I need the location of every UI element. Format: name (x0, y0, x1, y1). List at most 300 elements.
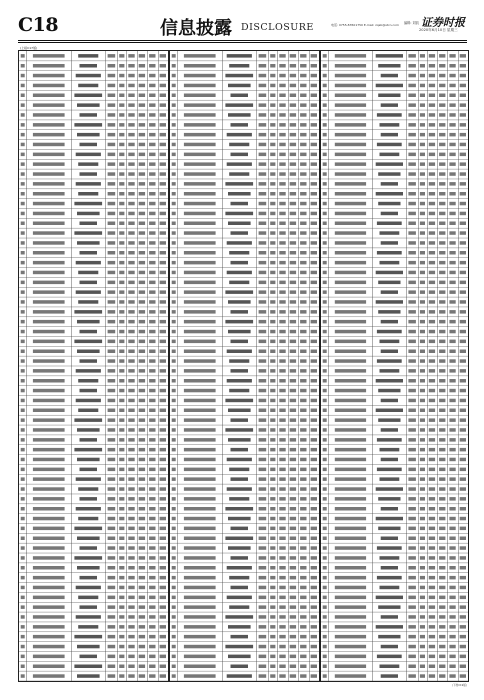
cell-text (33, 281, 65, 285)
cell-text (290, 625, 296, 629)
cell-text (460, 231, 466, 235)
cell-text (300, 546, 306, 550)
cell-text (311, 192, 317, 196)
cell-text (300, 635, 306, 639)
cell-text (149, 359, 155, 363)
cell-text (420, 162, 425, 166)
cell-text (108, 359, 116, 363)
cell-text (335, 241, 366, 245)
cell-text (439, 192, 445, 196)
cell-text (80, 330, 98, 334)
cell-text (408, 468, 416, 472)
cell-text (74, 340, 102, 344)
cell-text (279, 241, 285, 245)
cell-text (408, 537, 416, 541)
cell-text (323, 281, 327, 285)
cell-text (270, 615, 275, 619)
cell-text (128, 674, 134, 678)
cell-text (259, 202, 267, 206)
cell-text (172, 133, 176, 137)
cell-text (311, 556, 317, 560)
cell-text (420, 261, 425, 265)
cell-text (33, 527, 65, 531)
cell-text (80, 281, 98, 285)
cell-text (74, 123, 102, 127)
cell-text (160, 556, 166, 560)
cell-text (33, 359, 65, 363)
cell-text (439, 399, 445, 403)
cell-text (420, 153, 425, 157)
cell-text (323, 596, 327, 600)
cell-text (311, 310, 317, 314)
cell-text (21, 94, 25, 98)
cell-text (172, 369, 176, 373)
cell-text (300, 379, 306, 383)
cell-text (259, 212, 267, 216)
cell-text (119, 674, 124, 678)
cell-text (119, 655, 124, 659)
cell-text (21, 231, 25, 235)
cell-text (290, 251, 296, 255)
cell-text (290, 674, 296, 678)
cell-text (78, 162, 98, 166)
cell-text (408, 379, 416, 383)
cell-text (449, 635, 455, 639)
cell-text (449, 537, 455, 541)
cell-text (420, 330, 425, 334)
cell-text (279, 674, 285, 678)
cell-text (139, 222, 145, 226)
cell-text (184, 290, 216, 294)
cell-text (311, 300, 317, 304)
cell-text (335, 428, 366, 432)
cell-text (420, 458, 425, 462)
cell-text (311, 605, 317, 609)
cell-text (439, 222, 445, 226)
cell-text (279, 448, 285, 452)
cell-text (76, 369, 101, 373)
cell-text (335, 546, 366, 550)
cell-text (290, 74, 296, 78)
cell-text (172, 182, 176, 186)
cell-text (429, 596, 435, 600)
cell-text (420, 477, 425, 481)
cell-text (290, 222, 296, 226)
cell-text (323, 251, 327, 255)
cell-text (160, 546, 166, 550)
cell-text (33, 231, 65, 235)
cell-text (460, 202, 466, 206)
cell-text (228, 655, 251, 659)
cell-text (78, 517, 98, 521)
cell-text (449, 448, 455, 452)
cell-text (408, 74, 416, 78)
cell-text (184, 340, 216, 344)
cell-text (381, 212, 398, 216)
cell-text (108, 143, 116, 147)
cell-text (270, 231, 275, 235)
cell-text (300, 389, 306, 393)
cell-text (33, 586, 65, 590)
cell-text (420, 182, 425, 186)
cell-text (439, 497, 445, 501)
cell-text (381, 674, 398, 678)
cell-text (381, 458, 398, 462)
cell-text (335, 231, 366, 235)
cell-text (460, 241, 466, 245)
cell-text (259, 54, 267, 58)
cell-text (184, 655, 216, 659)
cell-text (279, 123, 285, 127)
cell-text (311, 162, 317, 166)
cell-text (335, 84, 366, 88)
cell-text (108, 468, 116, 472)
cell-text (128, 290, 134, 294)
cell-text (300, 438, 306, 442)
cell-text (420, 64, 425, 68)
cell-text (311, 182, 317, 186)
cell-text (449, 350, 455, 354)
cell-text (231, 123, 249, 127)
cell-text (139, 300, 145, 304)
cell-text (108, 487, 116, 491)
cell-text (270, 477, 275, 481)
cell-text (259, 113, 267, 117)
cell-text (460, 300, 466, 304)
cell-text (420, 487, 425, 491)
cell-text (311, 54, 317, 58)
cell-text (449, 596, 455, 600)
cell-text (228, 625, 251, 629)
cell-text (408, 448, 416, 452)
cell-text (139, 428, 145, 432)
cell-text (439, 615, 445, 619)
cell-text (33, 64, 65, 68)
cell-text (172, 123, 176, 127)
cell-text (270, 84, 275, 88)
cell-text (77, 428, 100, 432)
cell-text (149, 556, 155, 560)
cell-text (184, 320, 216, 324)
cell-text (420, 172, 425, 176)
cell-text (259, 290, 267, 294)
cell-text (460, 212, 466, 216)
cell-text (290, 655, 296, 659)
cell-text (227, 133, 252, 137)
cell-text (335, 143, 366, 147)
cell-text (184, 330, 216, 334)
cell-text (408, 94, 416, 98)
cell-text (323, 241, 327, 245)
cell-text (335, 438, 366, 442)
cell-text (335, 468, 366, 472)
cell-text (229, 497, 249, 501)
cell-text (33, 507, 65, 511)
cell-text (21, 281, 25, 285)
cell-text (33, 310, 65, 314)
cell-text (460, 596, 466, 600)
cell-text (408, 192, 416, 196)
cell-text (21, 74, 25, 78)
cell-text (229, 251, 249, 255)
cell-text (378, 94, 400, 98)
cell-text (78, 625, 98, 629)
cell-text (119, 281, 124, 285)
cell-text (279, 281, 285, 285)
cell-text (119, 428, 124, 432)
cell-text (335, 379, 366, 383)
cell-text (335, 340, 366, 344)
cell-text (149, 566, 155, 570)
cell-text (323, 320, 327, 324)
cell-text (300, 320, 306, 324)
cell-text (311, 251, 317, 255)
cell-text (139, 192, 145, 196)
cell-text (172, 458, 176, 462)
cell-text (119, 340, 124, 344)
cell-text (420, 586, 425, 590)
cell-text (311, 133, 317, 137)
cell-text (21, 576, 25, 580)
cell-text (376, 300, 403, 304)
cell-text (290, 133, 296, 137)
cell-text (279, 251, 285, 255)
cell-text (149, 674, 155, 678)
cell-text (408, 438, 416, 442)
editor-line: 编辑: 刘凯 (404, 21, 419, 25)
cell-text (184, 143, 216, 147)
cell-text (279, 350, 285, 354)
cell-text (449, 192, 455, 196)
cell-text (376, 517, 403, 521)
cell-text (460, 665, 466, 669)
cell-text (420, 192, 425, 196)
cell-text (160, 290, 166, 294)
cell-text (378, 635, 400, 639)
cell-text (270, 162, 275, 166)
cell-text (149, 212, 155, 216)
cell-text (429, 674, 435, 678)
cell-text (460, 54, 466, 58)
cell-text (449, 379, 455, 383)
cell-text (460, 438, 466, 442)
cell-text (33, 556, 65, 560)
cell-text (300, 290, 306, 294)
cell-text (139, 359, 145, 363)
cell-text (449, 212, 455, 216)
cell-text (225, 103, 253, 107)
cell-text (439, 448, 445, 452)
cell-text (259, 596, 267, 600)
cell-text (119, 153, 124, 157)
cell-text (311, 665, 317, 669)
cell-text (429, 74, 435, 78)
issue-date: 2020年6月10日 星期三 (419, 28, 458, 32)
cell-text (21, 428, 25, 432)
cell-text (377, 468, 402, 472)
cell-text (420, 54, 425, 58)
cell-text (270, 310, 275, 314)
cell-text (420, 645, 425, 649)
section-title-english: DISCLOSURE (241, 22, 314, 33)
cell-text (259, 615, 267, 619)
cell-text (119, 172, 124, 176)
cell-text (439, 665, 445, 669)
cell-text (335, 497, 366, 501)
cell-text (76, 74, 101, 78)
cell-text (128, 330, 134, 334)
cell-text (323, 94, 327, 98)
cell-text (149, 231, 155, 235)
cell-text (128, 54, 134, 58)
cell-text (108, 281, 116, 285)
cell-text (335, 192, 366, 196)
cell-text (279, 546, 285, 550)
cell-text (270, 281, 275, 285)
cell-text (420, 123, 425, 127)
cell-text (128, 340, 134, 344)
cell-text (439, 369, 445, 373)
cell-text (460, 655, 466, 659)
cell-text (311, 448, 317, 452)
cell-text (172, 310, 176, 314)
cell-text (259, 310, 267, 314)
cell-text (300, 566, 306, 570)
cell-text (290, 448, 296, 452)
cell-text (323, 231, 327, 235)
cell-text (408, 310, 416, 314)
cell-text (128, 438, 134, 442)
cell-text (290, 379, 296, 383)
cell-text (429, 497, 435, 501)
cell-text (323, 300, 327, 304)
cell-text (160, 586, 166, 590)
cell-text (323, 290, 327, 294)
cell-text (439, 113, 445, 117)
cell-text (279, 418, 285, 422)
cell-text (172, 251, 176, 255)
cell-text (323, 468, 327, 472)
cell-text (420, 340, 425, 344)
cell-text (225, 399, 253, 403)
cell-text (290, 300, 296, 304)
cell-text (300, 74, 306, 78)
cell-text (149, 635, 155, 639)
cell-text (381, 241, 398, 245)
cell-text (279, 605, 285, 609)
cell-text (335, 172, 366, 176)
cell-text (429, 290, 435, 294)
cell-text (21, 54, 25, 58)
cell-text (160, 64, 166, 68)
cell-text (290, 507, 296, 511)
cell-text (439, 546, 445, 550)
cell-text (160, 369, 166, 373)
cell-text (80, 113, 98, 117)
cell-text (172, 94, 176, 98)
cell-text (184, 162, 216, 166)
cell-text (270, 665, 275, 669)
cell-text (323, 192, 327, 196)
cell-text (270, 241, 275, 245)
cell-text (21, 537, 25, 541)
cell-text (408, 212, 416, 216)
cell-text (335, 596, 366, 600)
cell-text (290, 389, 296, 393)
cell-text (449, 468, 455, 472)
cell-text (160, 527, 166, 531)
cell-text (184, 566, 216, 570)
cell-text (172, 665, 176, 669)
cell-text (449, 674, 455, 678)
cell-text (335, 133, 366, 137)
cell-text (172, 389, 176, 393)
cell-text (128, 94, 134, 98)
cell-text (160, 477, 166, 481)
cell-text (259, 271, 267, 275)
cell-text (33, 517, 65, 521)
cell-text (270, 487, 275, 491)
cell-text (172, 468, 176, 472)
cell-text (80, 359, 98, 363)
cell-text (429, 113, 435, 117)
cell-text (108, 665, 116, 669)
cell-text (380, 556, 400, 560)
cell-text (270, 428, 275, 432)
cell-text (290, 428, 296, 432)
cell-text (300, 281, 306, 285)
cell-text (439, 103, 445, 107)
cell-text (172, 605, 176, 609)
cell-text (160, 212, 166, 216)
cell-text (119, 458, 124, 462)
cell-text (290, 182, 296, 186)
cell-text (172, 596, 176, 600)
cell-text (108, 172, 116, 176)
cell-text (279, 645, 285, 649)
cell-text (172, 497, 176, 501)
cell-text (119, 64, 124, 68)
cell-text (460, 84, 466, 88)
cell-text (335, 487, 366, 491)
cell-text (160, 74, 166, 78)
cell-text (139, 113, 145, 117)
cell-text (300, 477, 306, 481)
cell-text (311, 537, 317, 541)
cell-text (21, 645, 25, 649)
cell-text (449, 605, 455, 609)
cell-text (270, 261, 275, 265)
cell-text (108, 300, 116, 304)
cell-text (270, 517, 275, 521)
cell-text (172, 487, 176, 491)
cell-text (128, 202, 134, 206)
cell-text (439, 84, 445, 88)
cell-text (119, 84, 124, 88)
cell-text (279, 468, 285, 472)
cell-text (128, 527, 134, 531)
cell-text (259, 438, 267, 442)
cell-text (259, 241, 267, 245)
cell-text (119, 409, 124, 413)
cell-text (259, 507, 267, 511)
cell-text (33, 537, 65, 541)
cell-text (270, 251, 275, 255)
cell-text (270, 103, 275, 107)
cell-text (119, 143, 124, 147)
cell-text (378, 172, 400, 176)
cell-text (160, 350, 166, 354)
